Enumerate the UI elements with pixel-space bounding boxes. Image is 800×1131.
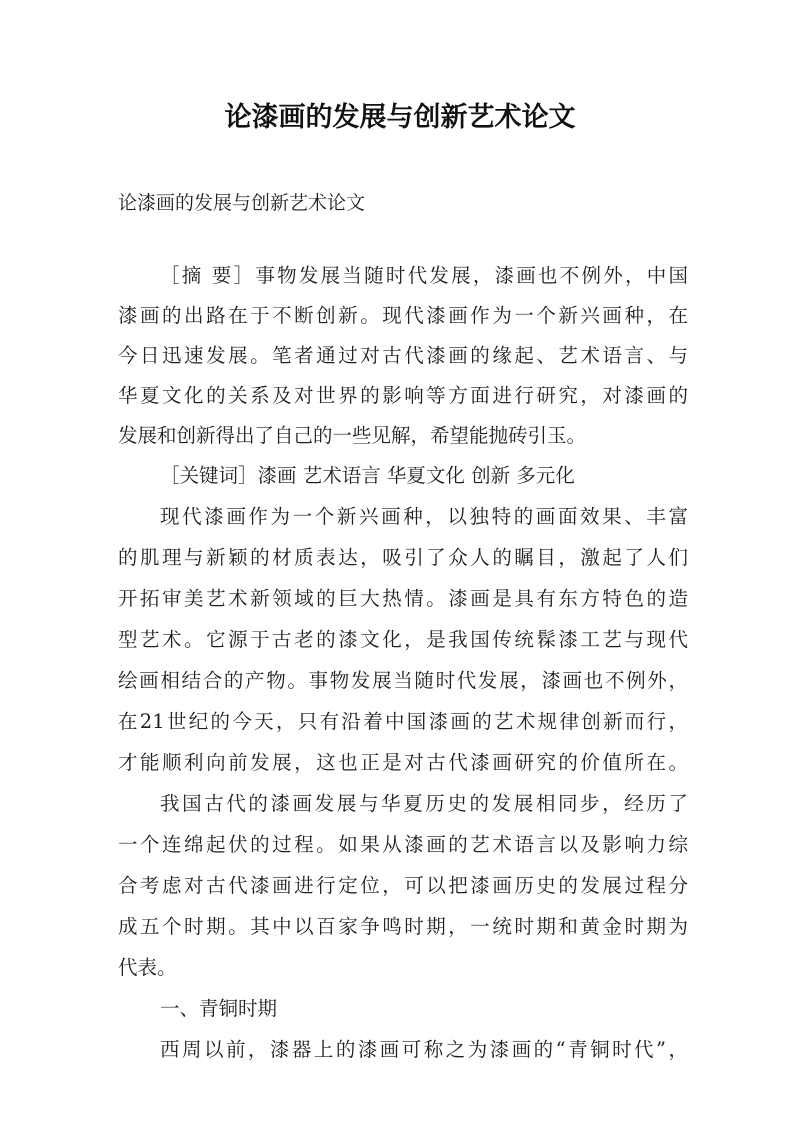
abstract-line: 华夏文化的关系及对世界的影响等方面进行研究，对漆画的 [118,384,688,407]
body-line: 才能顺利向前发展，这也正是对古代漆画研究的价值所在。 [118,751,688,774]
body-line: 一个连绵起伏的过程。如果从漆画的艺术语言以及影响力综 [118,833,688,856]
body-line: 绘画相结合的产物。事物发展当随时代发展，漆画也不例外， [118,669,688,692]
abstract-line: 发展和创新得出了自己的一些见解，希望能抛砖引玉。 [118,424,587,447]
document-title: 论漆画的发展与创新艺术论文 [224,102,576,133]
body-line: 型艺术。它源于古老的漆文化，是我国传统髹漆工艺与现代 [118,628,688,651]
body-line: 西周以前，漆器上的漆画可称之为漆画的“青铜时代”， [160,1038,688,1061]
body-line: 在21世纪的今天，只有沿着中国漆画的艺术规律创新而行， [118,710,688,733]
abstract-line: 今日迅速发展。笔者通过对古代漆画的缘起、艺术语言、与 [118,344,688,367]
keywords-line: ［关键词］漆画 艺术语言 华夏文化 创新 多元化 [160,464,575,487]
section-heading: 一、青铜时期 [160,997,278,1020]
abstract-line: 漆画的出路在于不断创新。现代漆画作为一个新兴画种，在 [118,304,688,327]
body-line: 我国古代的漆画发展与华夏历史的发展相同步，经历了 [160,792,688,815]
body-line: 合考虑对古代漆画进行定位，可以把漆画历史的发展过程分 [118,874,688,897]
body-line: 现代漆画作为一个新兴画种，以独特的画面效果、丰富 [160,505,688,528]
abstract-line: ［摘 要］事物发展当随时代发展，漆画也不例外，中国 [160,264,688,287]
body-line: 代表。 [118,956,177,979]
body-line: 的肌理与新颖的材质表达，吸引了众人的瞩目，激起了人们 [118,546,688,569]
body-line: 成五个时期。其中以百家争鸣时期，一统时期和黄金时期为 [118,915,688,938]
body-line: 开拓审美艺术新领域的巨大热情。漆画是具有东方特色的造 [118,587,688,610]
document-subtitle: 论漆画的发展与创新艺术论文 [118,192,366,214]
